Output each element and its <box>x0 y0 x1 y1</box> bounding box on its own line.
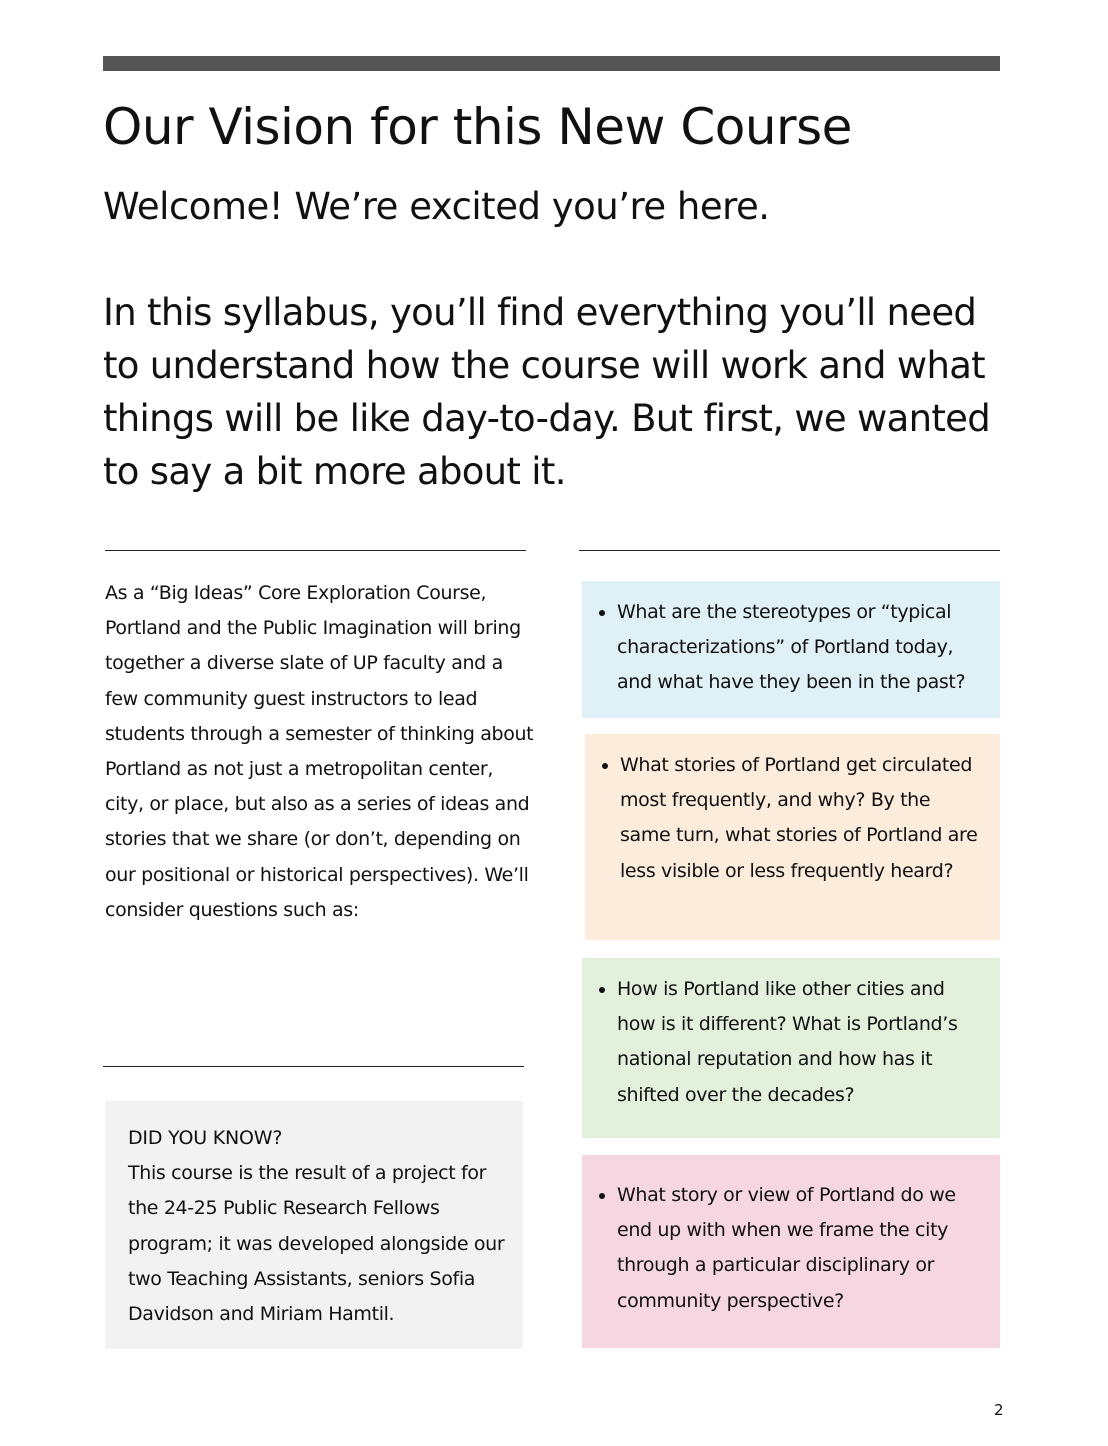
question-box-comparison <box>582 958 1000 1138</box>
question-item: • What story or view of Portland do we end up with when we frame the city through a particular disciplinary or community perspective? <box>617 1178 984 1319</box>
question-list <box>599 748 984 889</box>
did-you-know-text: This course is the result of a project for the 24-25 Public Research Fellows program; it was developed alongside our two Teaching Assistants, seniors Sofia Davidson and Miriam Hamtil. <box>128 1162 505 1326</box>
course-overview-paragraph: As a “Big Ideas” Core Exploration Course, Portland and the Public Imagination will bring together a diverse slate of UP faculty and a few community guest instructors to lead students through a semester of thinking about Portland as not just a metropolitan center, city, or place, but also as a series of ideas and stories that we share (or don’t, depending on our positional or historical perspectives). We’ll consider questions such as: <box>105 582 534 921</box>
question-list <box>596 595 984 701</box>
question-item: • What are the stereotypes or “typical characterizations” of Portland today, and what have they been in the past? <box>617 595 984 701</box>
question-item: • What stories of Portland get circulated most frequently, and why? By the same turn, what stories of Portland are less visible or less frequently heard? <box>620 748 984 889</box>
question-box-stories <box>585 734 1000 940</box>
left-top-divider <box>105 550 526 551</box>
question-list <box>596 1178 984 1319</box>
left-middle-divider <box>103 1066 524 1067</box>
right-top-divider <box>579 550 1000 551</box>
question-list <box>596 972 984 1113</box>
top-decorative-bar <box>103 56 1000 71</box>
page-number: 2 <box>994 1401 1004 1419</box>
page-title: Our Vision for this New Course <box>103 98 852 156</box>
did-you-know-box <box>105 1101 523 1349</box>
question-box-stereotypes <box>582 581 1000 718</box>
intro-paragraph: In this syllabus, you’ll find everything you’ll need to understand how the course will work and what things will be like day-to-day. But first, we wanted to say a bit more about it. <box>103 291 990 493</box>
question-box-perspective <box>582 1155 1000 1348</box>
did-you-know-heading: DID YOU KNOW? <box>128 1127 283 1149</box>
question-item: • How is Portland like other cities and how is it different? What is Portland’s national reputation and how has it shifted over the decades? <box>617 972 984 1113</box>
welcome-heading: Welcome! We’re excited you’re here. <box>103 185 770 228</box>
